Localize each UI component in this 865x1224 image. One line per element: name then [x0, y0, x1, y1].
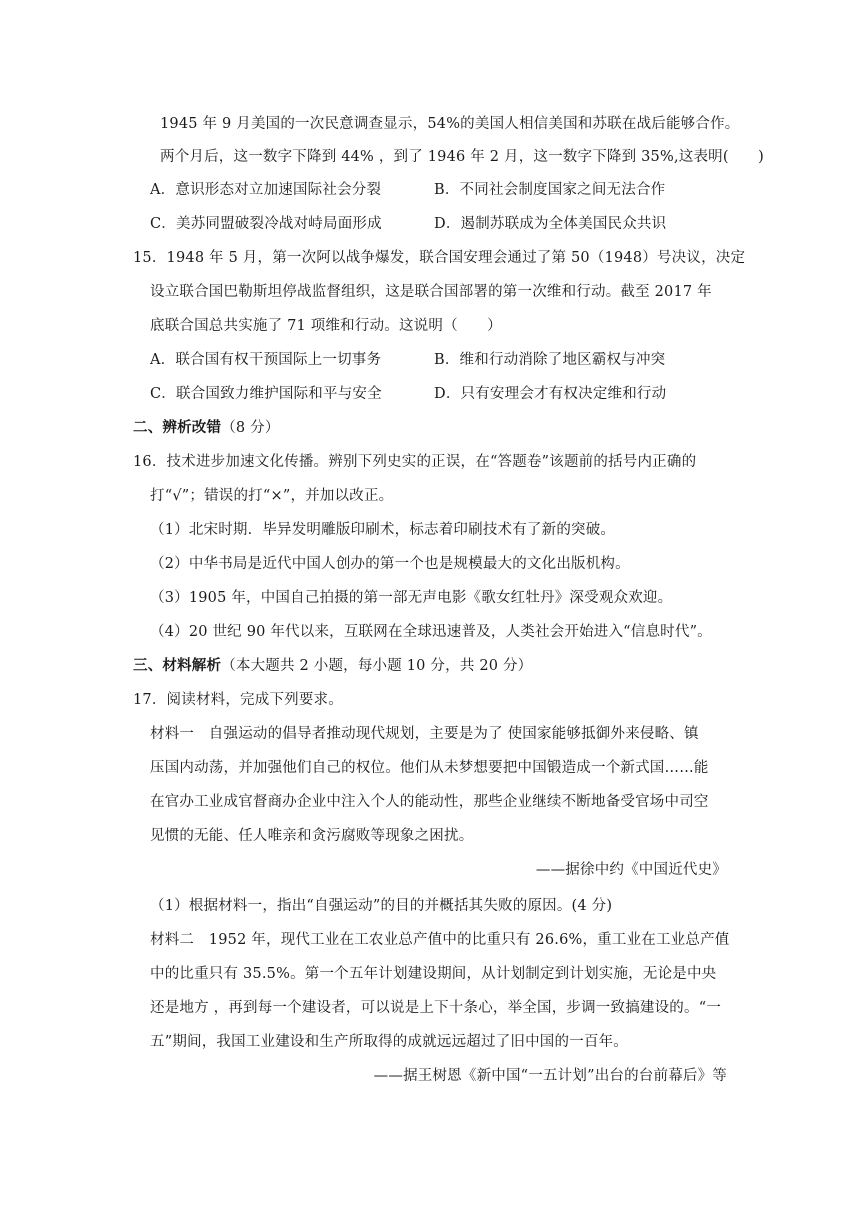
q17-material1-line-3: 在官办工业成官督商办企业中注入个人的能动性，那些企业继续不断地备受官场中司空 [150, 794, 709, 810]
q17-material1-line-4: 见惯的无能、任人唯亲和贪污腐败等现象之困扰。 [150, 828, 474, 844]
q14-option-c: C．美苏同盟破裂冷战对峙局面形成 [150, 216, 382, 232]
section2-heading: 二、辨析改错 [133, 419, 222, 436]
q16-item-1: （1）北宋时期．毕异发明雕版印刷术，标志着印刷技术有了新的突破。 [150, 522, 616, 538]
section2-heading-line [133, 418, 280, 438]
q14-option-a: A．意识形态对立加速国际社会分裂 [150, 182, 382, 198]
q14-option-b: B．不同社会制度国家之间无法合作 [434, 182, 666, 198]
q14-stem-line-1: 1945 年 9 月美国的一次民意调查显示，54%的美国人相信美国和苏联在战后能够合作。 [160, 116, 740, 132]
q17-material2-line-3: 还是地方 ，再到每一个建设者，可以说是上下十条心，举全国，步调一致搞建设的。“一 [150, 1000, 722, 1016]
section3-heading-line [133, 656, 532, 676]
q15-stem-line-2: 设立联合国巴勒斯坦停战监督组织，这是联合国部署的第一次维和行动。截至 2017 年 [150, 284, 712, 300]
q15-option-d: D．只有安理会才有权决定维和行动 [434, 386, 667, 402]
q17-subquestion-1: （1）根据材料一，指出“自强运动”的目的并概括其失败的原因。(4 分) [150, 898, 613, 914]
q14-stem-line-2: 两个月后，这一数字下降到 44% ，到了 1946 年 2 月，这一数字下降到 35%,这表明( ) [160, 149, 764, 165]
section3-heading: 三、材料解析 [133, 657, 222, 674]
section3-note: （本大题共 2 小题，每小题 10 分，共 20 分） [221, 658, 533, 674]
q15-option-b: B．维和行动消除了地区霸权与冲突 [434, 352, 666, 368]
q17-stem: 17．阅读材料，完成下列要求。 [133, 692, 343, 708]
q16-item-3: （3）1905 年，中国自己拍摄的第一部无声电影《歌女红牡丹》深受观众欢迎。 [150, 590, 673, 606]
q15-stem-line-3: 底联合国总共实施了 71 项维和行动。这说明（ ） [150, 318, 502, 334]
q17-material2-line-2: 中的比重只有 35.5%。第一个五年计划建设期间，从计划制定到计划实施，无论是中央 [150, 966, 717, 982]
q15-option-a: A．联合国有权干预国际上一切事务 [150, 352, 382, 368]
q17-material1-line-2: 压国内动荡，并加强他们自己的权位。他们从未梦想要把中国锻造成一个新式国……能 [150, 760, 709, 776]
q17-material1-line-1: 材料一 自强运动的倡导者推动现代规划，主要是为了 使国家能够抵御外来侵略、镇 [150, 726, 699, 742]
q16-stem-line-1: 16．技术进步加速文化传播。辨别下列史实的正误，在“答题卷”该题前的括号内正确的 [133, 454, 697, 470]
q17-material2-source: ——据王树恩《新中国“一五计划”出台的台前幕后》等 [373, 1068, 727, 1084]
q17-material2-line-1: 材料二 1952 年，现代工业在工农业总产值中的比重只有 26.6%，重工业在工业总产值 [150, 932, 730, 948]
q15-stem-line-1: 15．1948 年 5 月，第一次阿以战争爆发，联合国安理会通过了第 50（1948）号决议，决定 [133, 250, 746, 266]
q17-material2-line-4: 五”期间，我国工业建设和生产所取得的成就远远超过了旧中国的一百年。 [150, 1034, 629, 1050]
q16-stem-line-2: 打“√”；错误的打“×”，并加以改正。 [150, 488, 394, 504]
q14-option-d: D．遏制苏联成为全体美国民众共识 [434, 216, 667, 232]
section2-score: （8 分） [221, 420, 280, 436]
q17-material1-source: ——据徐中约《中国近代史》 [535, 862, 727, 878]
q16-item-4: （4）20 世纪 90 年代以来，互联网在全球迅速普及，人类社会开始进入“信息时代”。 [150, 624, 712, 640]
q16-item-2: （2）中华书局是近代中国人创办的第一个也是规模最大的文化出版机构。 [150, 556, 630, 572]
q15-option-c: C．联合国致力维护国际和平与安全 [150, 386, 382, 402]
